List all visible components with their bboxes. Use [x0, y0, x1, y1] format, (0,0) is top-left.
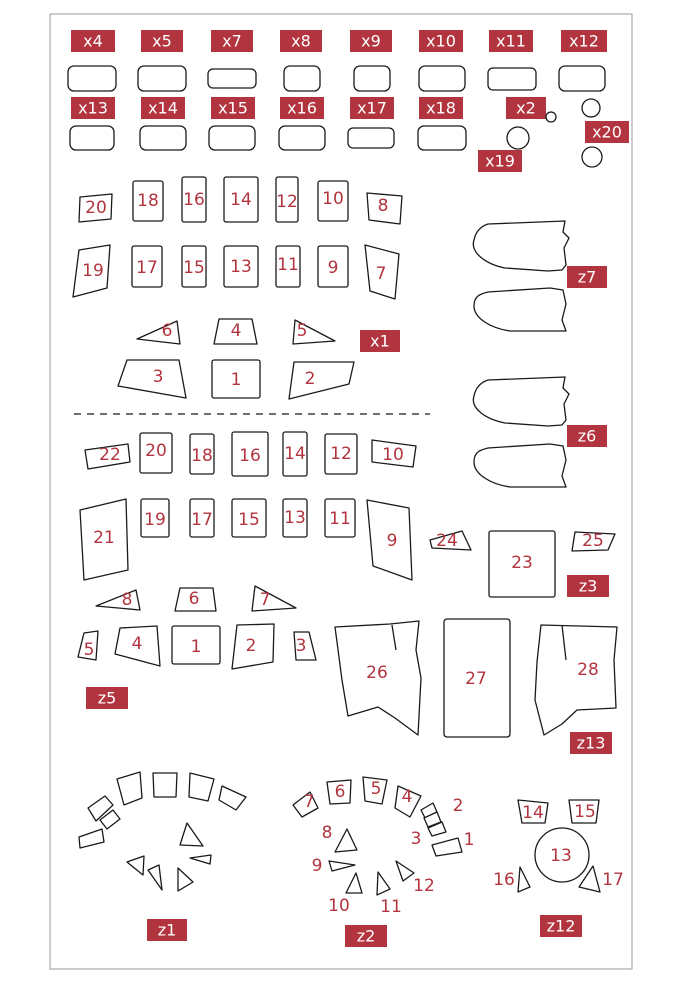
svg-text:x11: x11 — [496, 31, 526, 51]
svg-text:11: 11 — [277, 255, 299, 275]
svg-text:1: 1 — [190, 637, 202, 657]
svg-text:x10: x10 — [426, 31, 456, 51]
svg-text:z12: z12 — [546, 916, 576, 936]
svg-text:z2: z2 — [356, 926, 376, 946]
svg-text:19: 19 — [82, 261, 104, 281]
tag-z12 — [540, 915, 582, 937]
svg-text:9: 9 — [386, 531, 398, 551]
tag-x12 — [561, 30, 607, 52]
svg-text:22: 22 — [99, 445, 121, 465]
svg-text:8: 8 — [377, 196, 389, 216]
svg-text:5: 5 — [296, 321, 308, 341]
svg-text:13: 13 — [550, 846, 572, 866]
svg-text:14: 14 — [522, 803, 544, 823]
sheet-border — [50, 14, 632, 969]
svg-text:16: 16 — [183, 190, 205, 210]
svg-text:7: 7 — [375, 264, 387, 284]
tag-x11 — [489, 30, 533, 52]
svg-text:4: 4 — [131, 634, 143, 654]
svg-text:19: 19 — [144, 510, 166, 530]
svg-text:12: 12 — [276, 192, 298, 212]
svg-text:5: 5 — [83, 640, 95, 660]
svg-text:16: 16 — [493, 870, 515, 890]
svg-text:17: 17 — [136, 258, 158, 278]
tag-x15 — [211, 97, 255, 119]
svg-text:13: 13 — [230, 257, 252, 277]
tag-x18 — [419, 97, 463, 119]
svg-text:13: 13 — [284, 508, 306, 528]
tag-z7 — [567, 266, 607, 288]
tag-x17 — [350, 97, 394, 119]
svg-text:z1: z1 — [157, 920, 177, 940]
tag-x2 — [506, 97, 546, 119]
svg-text:4: 4 — [230, 321, 242, 341]
svg-text:3: 3 — [152, 367, 164, 387]
svg-text:3: 3 — [295, 636, 307, 656]
svg-text:2: 2 — [245, 636, 257, 656]
tag-x10 — [419, 30, 463, 52]
svg-text:6: 6 — [161, 321, 173, 341]
svg-text:1: 1 — [230, 370, 242, 390]
svg-text:18: 18 — [191, 446, 213, 466]
svg-text:15: 15 — [238, 510, 260, 530]
svg-text:20: 20 — [145, 441, 167, 461]
svg-text:25: 25 — [582, 531, 604, 551]
svg-text:10: 10 — [382, 445, 404, 465]
svg-text:1: 1 — [463, 830, 475, 850]
svg-text:5: 5 — [370, 779, 382, 799]
svg-text:x5: x5 — [152, 31, 172, 51]
tag-x5 — [141, 30, 183, 52]
svg-text:z7: z7 — [577, 267, 597, 287]
svg-text:6: 6 — [188, 589, 200, 609]
svg-text:17: 17 — [191, 510, 213, 530]
svg-text:x16: x16 — [287, 98, 317, 118]
svg-text:3: 3 — [410, 829, 422, 849]
tag-x1 — [360, 330, 400, 352]
svg-text:2: 2 — [452, 796, 464, 816]
svg-text:9: 9 — [327, 258, 339, 278]
svg-text:17: 17 — [602, 870, 624, 890]
svg-text:8: 8 — [121, 590, 133, 610]
svg-text:23: 23 — [511, 553, 533, 573]
tag-x16 — [280, 97, 324, 119]
tag-x13 — [71, 97, 115, 119]
svg-text:x13: x13 — [78, 98, 108, 118]
tag-x8 — [280, 30, 322, 52]
svg-text:x18: x18 — [426, 98, 456, 118]
svg-text:x15: x15 — [218, 98, 248, 118]
svg-text:x2: x2 — [516, 98, 536, 118]
tag-x7 — [211, 30, 253, 52]
svg-text:14: 14 — [230, 190, 252, 210]
svg-text:14: 14 — [284, 444, 306, 464]
svg-text:9: 9 — [311, 856, 323, 876]
svg-text:x17: x17 — [357, 98, 387, 118]
svg-text:11: 11 — [329, 509, 351, 529]
tag-x4 — [71, 30, 115, 52]
svg-text:x14: x14 — [148, 98, 178, 118]
svg-text:x12: x12 — [569, 31, 599, 51]
tag-x9 — [350, 30, 392, 52]
tag-x20 — [585, 121, 629, 143]
svg-text:18: 18 — [137, 191, 159, 211]
svg-text:6: 6 — [334, 782, 346, 802]
svg-text:27: 27 — [465, 669, 487, 689]
svg-text:15: 15 — [574, 802, 596, 822]
svg-text:11: 11 — [380, 897, 402, 917]
svg-text:28: 28 — [577, 660, 599, 680]
svg-text:24: 24 — [436, 531, 458, 551]
svg-text:2: 2 — [304, 369, 316, 389]
tag-z5 — [86, 687, 128, 709]
svg-text:7: 7 — [259, 590, 271, 610]
svg-text:x8: x8 — [291, 31, 311, 51]
svg-text:z6: z6 — [577, 426, 597, 446]
tag-z3 — [567, 575, 609, 597]
tag-x19 — [478, 150, 522, 172]
tag-z6 — [567, 425, 607, 447]
svg-text:x20: x20 — [592, 122, 622, 142]
svg-text:x19: x19 — [485, 151, 515, 171]
tag-z13 — [570, 732, 612, 754]
svg-text:20: 20 — [85, 198, 107, 218]
svg-text:z13: z13 — [576, 733, 606, 753]
tag-x14 — [141, 97, 185, 119]
svg-text:10: 10 — [328, 896, 350, 916]
svg-text:x9: x9 — [361, 31, 381, 51]
svg-text:x7: x7 — [222, 31, 242, 51]
svg-text:x1: x1 — [370, 331, 390, 351]
svg-text:x4: x4 — [83, 31, 103, 51]
svg-text:7: 7 — [303, 792, 315, 812]
svg-text:21: 21 — [93, 528, 115, 548]
tag-z1 — [147, 919, 187, 941]
svg-text:15: 15 — [183, 258, 205, 278]
svg-text:4: 4 — [401, 787, 413, 807]
svg-text:16: 16 — [239, 446, 261, 466]
tag-z2 — [345, 925, 387, 947]
svg-text:8: 8 — [321, 823, 333, 843]
svg-text:26: 26 — [366, 663, 388, 683]
svg-text:12: 12 — [413, 876, 435, 896]
svg-text:10: 10 — [322, 189, 344, 209]
svg-text:z3: z3 — [578, 576, 598, 596]
svg-text:z5: z5 — [97, 688, 117, 708]
svg-text:12: 12 — [330, 444, 352, 464]
